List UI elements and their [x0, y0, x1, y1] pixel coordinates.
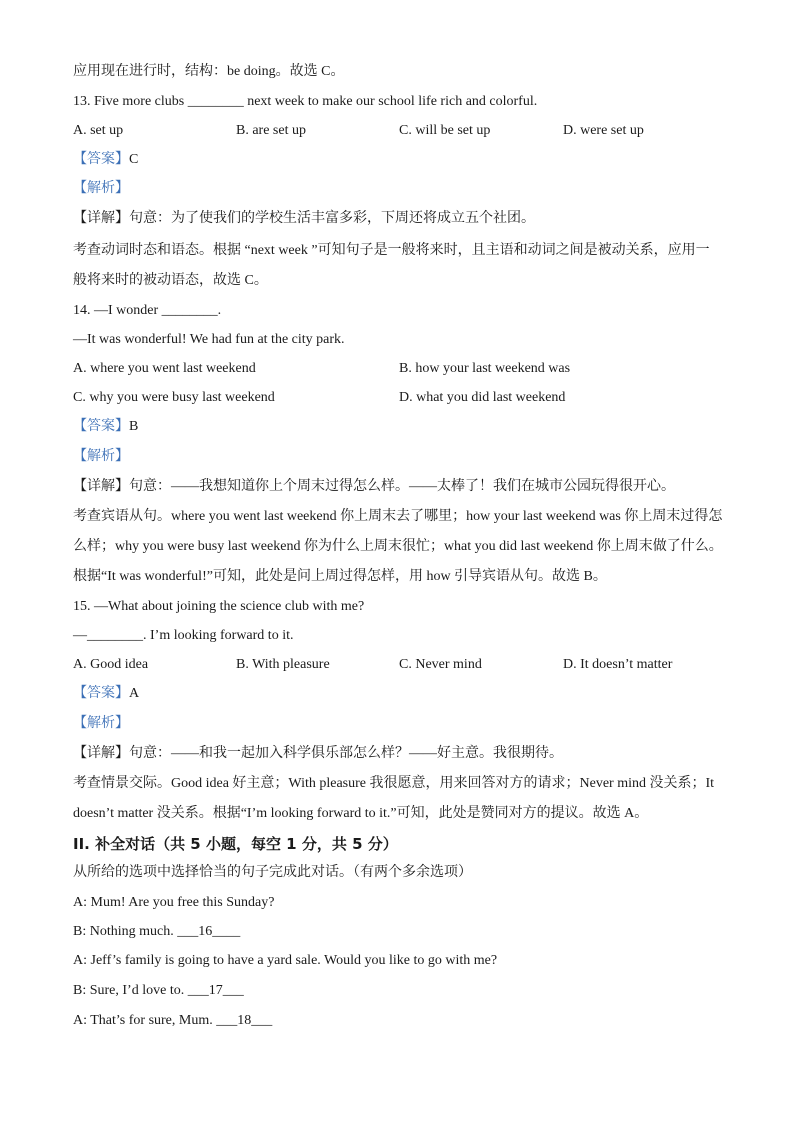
q13-stem: 13. Five more clubs ________ next week to make our school life rich and colorful.: [73, 94, 538, 109]
q15-answer-line: [73, 684, 139, 704]
q15-option-b: B. With pleasure: [236, 657, 330, 672]
q15-detail-line: [73, 744, 563, 764]
q15-option-a: A. Good idea: [73, 657, 149, 672]
intro-line: 应用现在进行时，结构：be doing。故选 C。: [73, 64, 345, 79]
detail-tag: 【详解】: [73, 479, 129, 494]
answer-tag: 【答案】: [73, 686, 129, 701]
q13-detail: 句意：为了使我们的学校生活丰富多彩，下周还将成立五个社团。: [129, 211, 535, 226]
section-heading: II. 补全对话（共 5 小题，每空 1 分，共 5 分）: [73, 835, 398, 853]
q15-stem: 15. —What about joining the science club with me?: [73, 599, 365, 614]
q14-detail-line: [73, 477, 675, 497]
q15-analysis-tag: [73, 714, 129, 734]
q13-analysis-tag: [73, 179, 129, 199]
q13-answer: C: [129, 152, 139, 167]
q14-explain-3: 根据“It was wonderful!”可知，此处是问上周过得怎样，用 how 引导宾语从句。故选 B。: [73, 569, 607, 584]
detail-tag: 【详解】: [73, 211, 129, 226]
dialogue-line: A: That’s for sure, Mum. ___18___: [73, 1013, 273, 1028]
analysis-tag: 【解析】: [73, 716, 129, 731]
section-instruction: 从所给的选项中选择恰当的句子完成此对话。（有两个多余选项）: [73, 865, 472, 880]
q15-option-d: D. It doesn’t matter: [563, 657, 673, 672]
q13-option-a: A. set up: [73, 123, 124, 138]
q13-option-c: C. will be set up: [399, 123, 491, 138]
q14-stem: 14. —I wonder ________.: [73, 303, 222, 318]
q15-reply: —________. I’m looking forward to it.: [73, 628, 294, 643]
detail-tag: 【详解】: [73, 746, 129, 761]
q13-explain-2: 般将来时的被动语态，故选 C。: [73, 273, 268, 288]
q13-explain-1: 考查动词时态和语态。根据 “next week ”可知句子是一般将来时，且主语和动词之间是被动关系，应用一: [73, 243, 710, 258]
q13-option-b: B. are set up: [236, 123, 306, 138]
q14-explain-1: 考查宾语从句。where you went last weekend 你上周末去了哪里；how your last weekend was 你上周末过得怎: [73, 509, 723, 524]
q14-option-b: B. how your last weekend was: [399, 361, 571, 376]
q15-answer: A: [129, 686, 140, 701]
q14-answer: B: [129, 419, 139, 434]
dialogue-line: A: Jeff’s family is going to have a yard sale. Would you like to go with me?: [73, 953, 498, 968]
q15-explain-2: doesn’t matter 没关系。根据“I’m looking forward to it.”可知，此处是赞同对方的提议。故选 A。: [73, 806, 649, 821]
q14-analysis-tag: [73, 447, 129, 467]
q14-answer-line: [73, 417, 138, 437]
analysis-tag: 【解析】: [73, 449, 129, 464]
dialogue-line: B: Nothing much. ___16____: [73, 924, 241, 939]
answer-tag: 【答案】: [73, 419, 129, 434]
q14-option-c: C. why you were busy last weekend: [73, 390, 275, 405]
q13-option-d: D. were set up: [563, 123, 644, 138]
q14-reply: —It was wonderful! We had fun at the city park.: [73, 332, 345, 347]
q13-answer-line: [73, 150, 138, 170]
q13-detail-line: [73, 209, 535, 229]
q15-option-c: C. Never mind: [399, 657, 482, 672]
q14-detail: 句意：——我想知道你上个周末过得怎么样。——太棒了！我们在城市公园玩得很开心。: [129, 479, 675, 494]
q15-explain-1: 考查情景交际。Good idea 好主意；With pleasure 我很愿意，用来回答对方的请求；Never mind 没关系；It: [73, 776, 715, 791]
q14-option-d: D. what you did last weekend: [399, 390, 566, 405]
q14-explain-2: 么样；why you were busy last weekend 你为什么上周末很忙；what you did last weekend 你上周末做了什么。: [73, 539, 723, 554]
q14-option-a: A. where you went last weekend: [73, 361, 256, 376]
dialogue-line: B: Sure, I’d love to. ___17___: [73, 983, 244, 998]
answer-tag: 【答案】: [73, 152, 129, 167]
dialogue-line: A: Mum! Are you free this Sunday?: [73, 895, 275, 910]
q15-detail: 句意：——和我一起加入科学俱乐部怎么样？——好主意。我很期待。: [129, 746, 563, 761]
analysis-tag: 【解析】: [73, 181, 129, 196]
